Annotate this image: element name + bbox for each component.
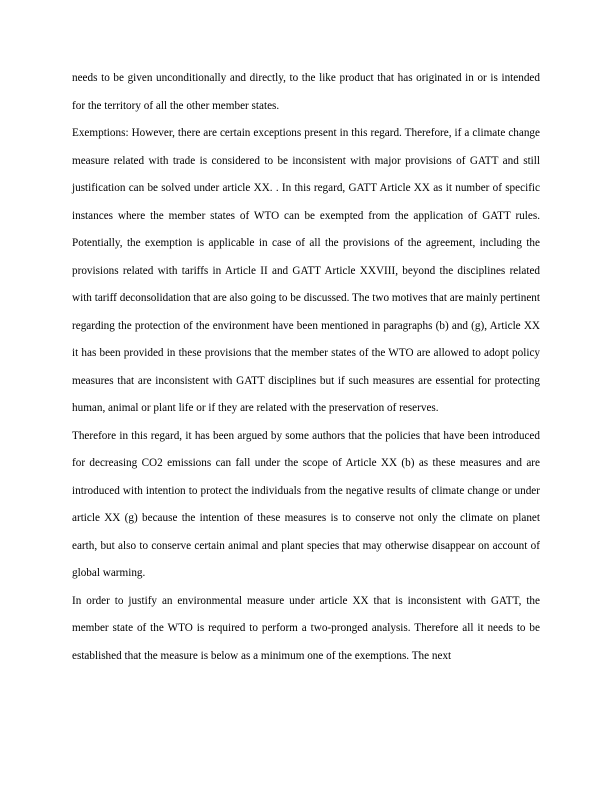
paragraph-co2-emissions: Therefore in this regard, it has been argued by some authors that the policies that have been introduced for decreasing CO2 emissions can fall under the scope of Article XX (b) as these measures and are introduced with intention to protect the individuals from the negative results of climate change or under article XX (g) because the intention of these measures is to conserve not only the climate on planet earth, but also to conserve certain animal and plant species that may otherwise disappear on account of global warming.	[72, 429, 540, 579]
paragraph-two-pronged-analysis: In order to justify an environmental measure under article XX that is inconsistent with GATT, the member state of the WTO is required to perform a two-pronged analysis. Therefore all it needs to be established that the measure is below as a minimum one of the exemptions. The next	[72, 594, 540, 662]
document-body	[72, 65, 540, 670]
paragraph-exemptions: Exemptions: However, there are certain exceptions present in this regard. Therefore, if a climate change measure related with trade is considered to be inconsistent with major provisions of GATT and still justification can be solved under article XX. . In this regard, GATT Article XX as it number of specific instances where the member states of WTO can be exempted from the application of GATT rules. Potentially, the exemption is applicable in case of all the provisions of the agreement, including the provisions related with tariffs in Article II and GATT Article XXVIII, beyond the disciplines related with tariff deconsolidation that are also going to be discussed. The two motives that are mainly pertinent regarding the protection of the environment have been mentioned in paragraphs (b) and (g), Article XX it has been provided in these provisions that the member states of the WTO are allowed to adopt policy measures that are inconsistent with GATT disciplines but if such measures are essential for protecting human, animal or plant life or if they are related with the preservation of reserves.	[72, 127, 540, 414]
paragraph-continuation: needs to be given unconditionally and directly, to the like product that has originated in or is intended for the territory of all the other member states.	[72, 72, 540, 112]
